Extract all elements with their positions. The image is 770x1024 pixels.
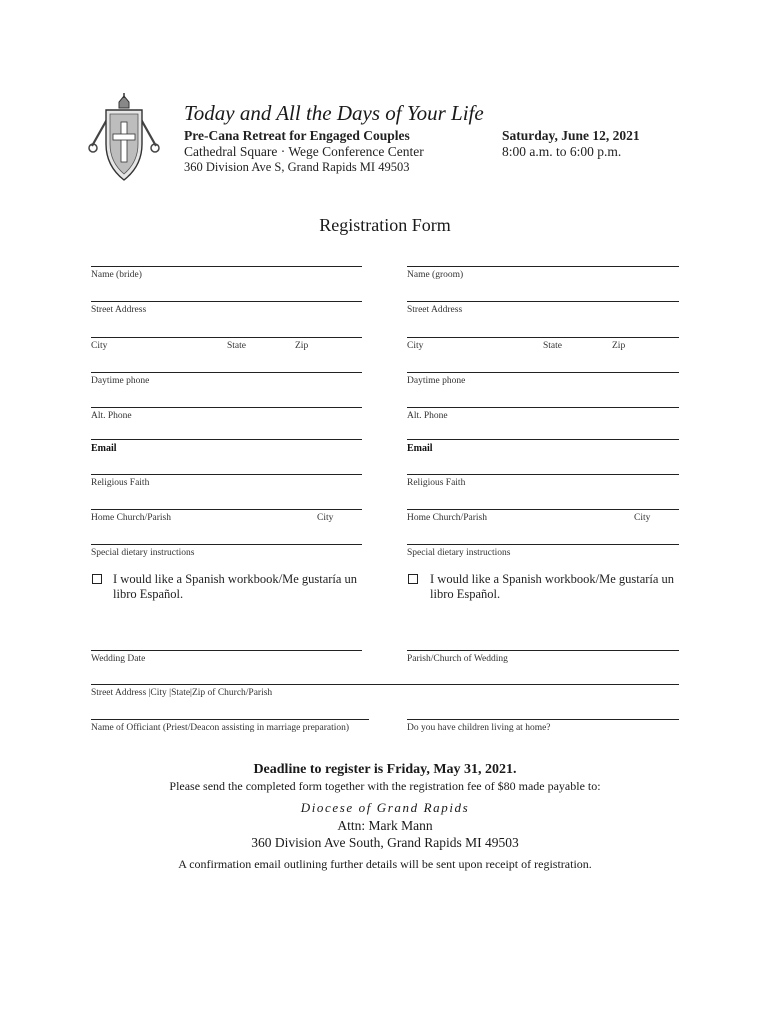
bride-zip-label: Zip bbox=[295, 341, 309, 351]
bride-daytime-phone-label: Daytime phone bbox=[91, 376, 150, 386]
groom-dietary-label: Special dietary instructions bbox=[407, 548, 511, 558]
diocese-crest-logo bbox=[86, 92, 162, 184]
bride-church-city-label: City bbox=[317, 513, 334, 523]
groom-name-label: Name (groom) bbox=[407, 270, 464, 280]
groom-street-field[interactable] bbox=[407, 301, 679, 302]
groom-city-label: City bbox=[407, 341, 424, 351]
bride-street-field[interactable] bbox=[91, 301, 362, 302]
children-label: Do you have children living at home? bbox=[407, 723, 551, 733]
event-name: Pre-Cana Retreat for Engaged Couples bbox=[184, 128, 410, 143]
groom-home-church-field[interactable] bbox=[407, 509, 679, 510]
groom-daytime-phone-label: Daytime phone bbox=[407, 376, 466, 386]
bride-state-label: State bbox=[227, 341, 246, 351]
bride-spanish-checkbox[interactable] bbox=[92, 574, 102, 584]
church-address-label: Street Address |City |State|Zip of Church/Parish bbox=[91, 688, 273, 698]
groom-email-field[interactable] bbox=[407, 439, 679, 440]
groom-faith-label: Religious Faith bbox=[407, 478, 466, 488]
bride-name-label: Name (bride) bbox=[91, 270, 142, 280]
groom-zip-label: Zip bbox=[612, 341, 626, 351]
bride-email-label: Email bbox=[91, 443, 117, 454]
bride-dietary-label: Special dietary instructions bbox=[91, 548, 195, 558]
groom-church-city-label: City bbox=[634, 513, 651, 523]
bride-faith-label: Religious Faith bbox=[91, 478, 150, 488]
deadline-text: Deadline to register is Friday, May 31, 2021. bbox=[253, 762, 517, 777]
bride-email-field[interactable] bbox=[91, 439, 362, 440]
bride-daytime-phone-field[interactable] bbox=[91, 372, 362, 373]
groom-city-state-zip-field[interactable] bbox=[407, 337, 679, 338]
wedding-date-label: Wedding Date bbox=[91, 654, 146, 664]
event-time: 8:00 a.m. to 6:00 p.m. bbox=[502, 144, 622, 159]
bride-name-field[interactable] bbox=[91, 266, 362, 267]
groom-state-label: State bbox=[543, 341, 562, 351]
groom-home-church-label: Home Church/Parish bbox=[407, 513, 487, 523]
bride-city-label: City bbox=[91, 341, 108, 351]
payment-instructions: Please send the completed form together with the registration fee of $80 made payable to: bbox=[169, 779, 601, 793]
groom-name-field[interactable] bbox=[407, 266, 679, 267]
payee-name: Diocese of Grand Rapids bbox=[300, 800, 470, 815]
wedding-parish-field[interactable] bbox=[407, 650, 679, 651]
bride-city-state-zip-field[interactable] bbox=[91, 337, 362, 338]
church-address-field[interactable] bbox=[91, 684, 679, 685]
groom-alt-phone-field[interactable] bbox=[407, 407, 679, 408]
confirmation-note: A confirmation email outlining further details will be sent upon receipt of registration. bbox=[178, 857, 592, 871]
venue-address: 360 Division Ave S, Grand Rapids MI 49503 bbox=[184, 160, 410, 174]
groom-faith-field[interactable] bbox=[407, 474, 679, 475]
mailing-address: 360 Division Ave South, Grand Rapids MI 49503 bbox=[251, 835, 519, 850]
groom-daytime-phone-field[interactable] bbox=[407, 372, 679, 373]
groom-dietary-field[interactable] bbox=[407, 544, 679, 545]
bride-street-label: Street Address bbox=[91, 305, 147, 315]
bride-alt-phone-label: Alt. Phone bbox=[91, 411, 132, 421]
officiant-field[interactable] bbox=[91, 719, 369, 720]
bride-spanish-label: I would like a Spanish workbook/Me gustaría un libro Español. bbox=[113, 572, 358, 601]
groom-email-label: Email bbox=[407, 443, 433, 454]
bride-home-church-field[interactable] bbox=[91, 509, 362, 510]
bride-faith-field[interactable] bbox=[91, 474, 362, 475]
retreat-title: Today and All the Days of Your Life bbox=[184, 101, 484, 125]
children-field[interactable] bbox=[407, 719, 679, 720]
groom-spanish-checkbox[interactable] bbox=[408, 574, 418, 584]
groom-street-label: Street Address bbox=[407, 305, 463, 315]
groom-alt-phone-label: Alt. Phone bbox=[407, 411, 448, 421]
event-date: Saturday, June 12, 2021 bbox=[502, 128, 640, 143]
bride-dietary-field[interactable] bbox=[91, 544, 362, 545]
wedding-parish-label: Parish/Church of Wedding bbox=[407, 654, 508, 664]
bride-home-church-label: Home Church/Parish bbox=[91, 513, 171, 523]
bride-alt-phone-field[interactable] bbox=[91, 407, 362, 408]
venue: Cathedral Square · Wege Conference Center bbox=[184, 144, 424, 159]
groom-spanish-label: I would like a Spanish workbook/Me gustaría un libro Español. bbox=[430, 572, 675, 601]
form-title: Registration Form bbox=[319, 215, 451, 235]
wedding-date-field[interactable] bbox=[91, 650, 362, 651]
attn-line: Attn: Mark Mann bbox=[337, 818, 433, 833]
officiant-label: Name of Officiant (Priest/Deacon assisting in marriage preparation) bbox=[91, 723, 350, 733]
